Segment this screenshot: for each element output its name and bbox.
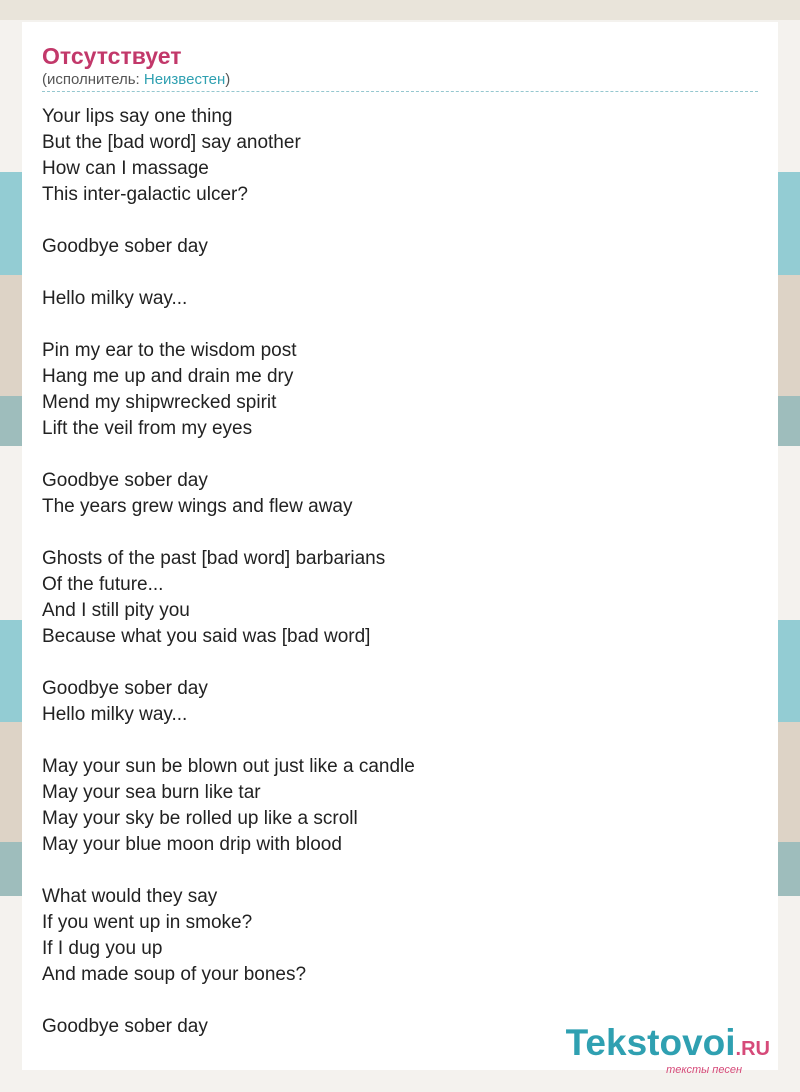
lyric-line: Hang me up and drain me dry [42,366,294,387]
lyric-line: May your sea burn like tar [42,782,261,803]
lyric-line: Because what you said was [bad word] [42,626,371,647]
lyric-line [42,442,758,468]
lyric-line [42,208,758,234]
lyric-line: If you went up in smoke? [42,912,253,933]
lyric-line: May your blue moon drip with blood [42,834,342,855]
lyric-line: Ghosts of the past [bad word] barbarians [42,548,386,569]
logo-wordmark [566,1024,770,1068]
lyric-line: This inter-galactic ulcer? [42,184,248,205]
lyric-line [42,312,758,338]
lyric-line: How can I massage [42,158,209,179]
logo-name: Tekstovoi [565,1022,736,1063]
lyric-line [42,650,758,676]
lyric-line: Hello milky way... [42,288,188,309]
lyric-line: Pin my ear to the wisdom post [42,340,297,361]
lyric-line [42,858,758,884]
lyric-line: Of the future... [42,574,164,595]
artist-line [42,71,758,89]
lyric-line: Goodbye sober day [42,678,208,699]
lyric-line [42,988,758,1014]
lyric-line: If I dug you up [42,938,163,959]
logo-tld: .RU [735,1038,770,1060]
lyric-line: Goodbye sober day [42,470,208,491]
lyric-line [42,520,758,546]
lyric-line: May your sky be rolled up like a scroll [42,808,358,829]
lyric-line: What would they say [42,886,218,907]
artist-link[interactable]: Неизвестен [143,71,226,88]
artist-prefix: (исполнитель: [42,71,144,88]
lyric-line: But the [bad word] say another [42,132,301,153]
lyric-line: Your lips say one thing [42,106,233,127]
lyric-line: And made soup of your bones? [42,964,307,985]
lyric-line: Goodbye sober day [42,1016,208,1037]
lyric-line: Goodbye sober day [42,236,208,257]
header-divider [42,91,758,92]
lyric-line [42,260,758,286]
lyric-line: May your sun be blown out just like a candle [42,756,415,777]
lyric-line: The years grew wings and flew away [42,496,353,517]
artist-suffix: ) [225,71,231,88]
lyric-line: Mend my shipwrecked spirit [42,392,277,413]
lyric-line: Lift the veil from my eyes [42,418,253,439]
lyrics-text [42,104,758,1040]
lyric-line: Hello milky way... [42,704,188,725]
logo-subtitle: тексты песен [666,1064,742,1076]
lyric-line: And I still pity you [42,600,190,621]
site-logo[interactable] [566,1024,770,1076]
lyric-line [42,728,758,754]
lyrics-card [22,22,778,1070]
song-title: Отсутствует [42,43,182,69]
